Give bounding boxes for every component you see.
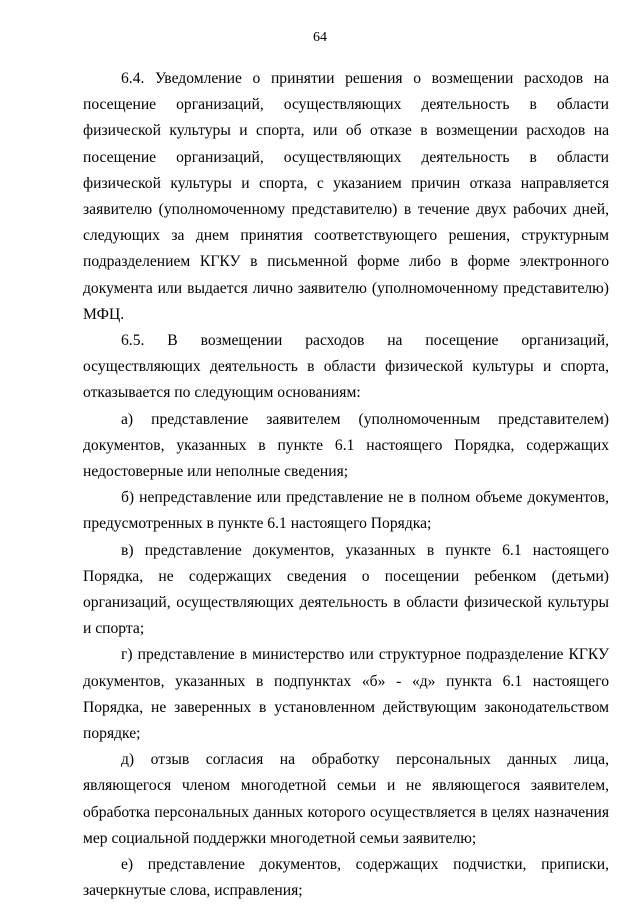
page-number: 64	[313, 30, 327, 45]
list-item-d: д) отзыв согласия на обработку персональных данных лица, являющегося членом многодетной семьи и не являющегося заявителем, обработка персональных данных которого осуществляется в целях назначения мер социальной поддержки многодетной семьи заявителю;	[83, 751, 609, 847]
list-item-v: в) представление документов, указанных в пункте 6.1 настоящего Порядка, не содержащих сведения о посещении ребенком (детьми) организаций, осуществляющих деятельность в области физической культуры и спорта;	[83, 541, 609, 638]
list-item-g: г) представление в министерство или структурное подразделение КГКУ документов, указанных в подпунктах «б» - «д» пункта 6.1 настоящего Порядка, не заверенных в установленном действующим законодательством порядке;	[83, 646, 609, 743]
paragraph-6-5: 6.5. В возмещении расходов на посещение организаций, осуществляющих деятельность в области физической культуры и спорта, отказывается по следующим основаниям:	[83, 332, 609, 402]
list-item-a: а) представление заявителем (уполномоченным представителем) документов, указанных в пункте 6.1 настоящего Порядка, содержащих недостоверные или неполные сведения;	[83, 410, 609, 481]
list-item-b: б) непредставление или представление не в полном объеме документов, предусмотренных в пункте 6.1 настоящего Порядка;	[83, 489, 609, 533]
list-item-e: е) представление документов, содержащих подчистки, приписки, зачеркнутые слова, исправления;	[83, 856, 609, 900]
paragraph-6-4: 6.4. Уведомление о принятии решения о возмещении расходов на посещение организаций, осуществляющих деятельность в области физической культуры и спорта, или об отказе в возмещении расходов на посещение организаций, осуществляющих деятельность в области физической культуры и спорта, с указанием причин отказа направляется заявителю (уполномоченному представителю) в течение двух рабочих дней, следующих за днем принятия соответствующего решения, структурным подразделением КГКУ в письменной форме либо в форме электронного документа или выдается лично заявителю (уполномоченному представителю) МФЦ.	[83, 70, 609, 323]
document-body	[83, 66, 609, 905]
